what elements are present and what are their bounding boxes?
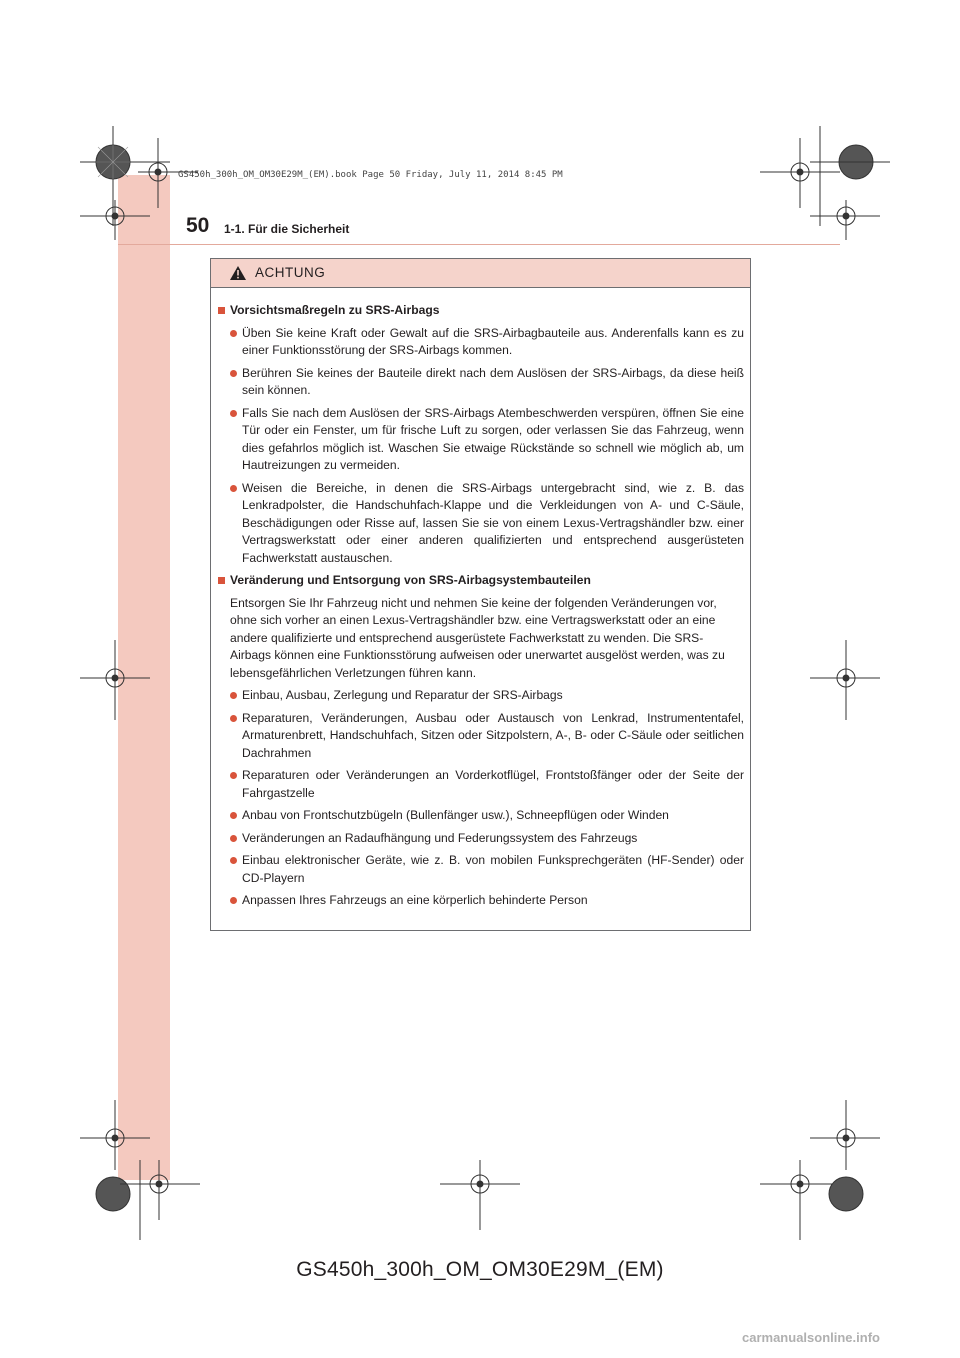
section-paragraph: Entsorgen Sie Ihr Fahrzeug nicht und nehmen Sie keine der folgenden Veränderungen vor, ohne sich vorher an einen Lexus-Vertragshändler bzw. eine Vertragswerkstatt oder an eine andere qualifizierte und entsprechend ausgerüstete Fachwerkstatt zu wenden. Die SRS-Airbags können eine Funktionsstörung aufweisen oder unerwartet ausgelöst werden, was zu lebensgefährlichen Verletzungen führen kann. <box>230 595 725 680</box>
bullet-dot-icon <box>230 897 237 904</box>
section-heading: Vorsichtsmaßregeln zu SRS-Airbags <box>218 302 744 320</box>
bullet-dot-icon <box>230 370 237 377</box>
registration-mark-icon <box>80 1160 200 1240</box>
document-footer: GS450h_300h_OM_OM30E29M_(EM) <box>296 1258 664 1281</box>
bullet-dot-icon <box>230 715 237 722</box>
page-number: 50 <box>186 214 210 237</box>
list-item: Einbau elektronischer Geräte, wie z. B. von mobilen Funksprechgeräten (HF-Sender) oder CD-Playern <box>218 852 744 887</box>
list-item: Reparaturen, Veränderungen, Ausbau oder Austausch von Lenkrad, Instrumententafel, Armaturenbrett, Handschuhfach, Sitzen oder Sitzpolstern, A-, B- oder C-Säule oder seitlichen Dachrahmen <box>218 710 744 763</box>
watermark: carmanualsonline.info <box>742 1330 880 1345</box>
section-heading: Veränderung und Entsorgung von SRS-Airbagsystembauteilen <box>218 572 744 590</box>
list-item: Anpassen Ihres Fahrzeugs an eine körperlich behinderte Person <box>218 892 744 910</box>
square-bullet-icon <box>218 577 225 584</box>
square-bullet-icon <box>218 307 225 314</box>
bullet-dot-icon <box>230 857 237 864</box>
list-item: Anbau von Frontschutzbügeln (Bullenfänger usw.), Schneepflügen oder Winden <box>218 807 744 825</box>
registration-mark-icon <box>80 200 150 260</box>
bullet-dot-icon <box>230 835 237 842</box>
warning-box <box>210 258 751 931</box>
bullet-dot-icon <box>230 812 237 819</box>
list-item: Reparaturen oder Veränderungen an Vorderkotflügel, Frontstoßfänger oder der Seite der Fahrgastzelle <box>218 767 744 802</box>
list-item: Weisen die Bereiche, in denen die SRS-Airbags untergebracht sind, wie z. B. das Lenkradpolster, die Handschuhfach-Klappe und die Verkleidungen von A- und C-Säule, Beschädigungen oder Risse auf, lassen Sie sie von einem Lexus-Vertragshändler bzw. einer Vertragswerkstatt oder einer anderen qualifizierten und entsprechend ausgerüsteten Fachwerkstatt austauschen. <box>218 480 744 568</box>
warning-title: ACHTUNG <box>255 265 326 280</box>
list-item: Einbau, Ausbau, Zerlegung und Reparatur der SRS-Airbags <box>218 687 744 705</box>
list-item: Veränderungen an Radaufhängung und Federungssystem des Fahrzeugs <box>218 830 744 848</box>
bullet-dot-icon <box>230 692 237 699</box>
bullet-dot-icon <box>230 485 237 492</box>
warning-triangle-icon <box>229 265 247 281</box>
registration-mark-icon <box>810 640 880 720</box>
header-divider <box>118 244 840 245</box>
bullet-dot-icon <box>230 330 237 337</box>
list-item: Falls Sie nach dem Auslösen der SRS-Airbags Atembeschwerden verspüren, öffnen Sie eine Tür oder ein Fenster, um für frische Luft zu sorgen, oder verlassen Sie das Fahrzeug, wenn dies gefahrlos möglich ist. Waschen Sie etwaige Rückstände so schnell wie möglich ab, um Hautreizungen zu vermeiden. <box>218 405 744 475</box>
warning-content <box>211 288 750 910</box>
registration-mark-icon <box>440 1160 520 1230</box>
book-file-info: GS450h_300h_OM_OM30E29M_(EM).book Page 50 Friday, July 11, 2014 8:45 PM <box>178 170 563 180</box>
warning-box-header <box>211 259 750 288</box>
section-title: 1-1. Für die Sicherheit <box>224 222 350 236</box>
registration-mark-icon <box>810 200 880 260</box>
bullet-dot-icon <box>230 772 237 779</box>
bullet-dot-icon <box>230 410 237 417</box>
registration-mark-icon <box>80 640 150 720</box>
list-item: Üben Sie keine Kraft oder Gewalt auf die SRS-Airbagbauteile aus. Anderenfalls kann es zu einer Funktionsstörung der SRS-Airbags kommen. <box>218 325 744 360</box>
list-item: Berühren Sie keines der Bauteile direkt nach dem Auslösen der SRS-Airbags, da diese heiß sein können. <box>218 365 744 400</box>
registration-mark-icon <box>760 1100 880 1240</box>
